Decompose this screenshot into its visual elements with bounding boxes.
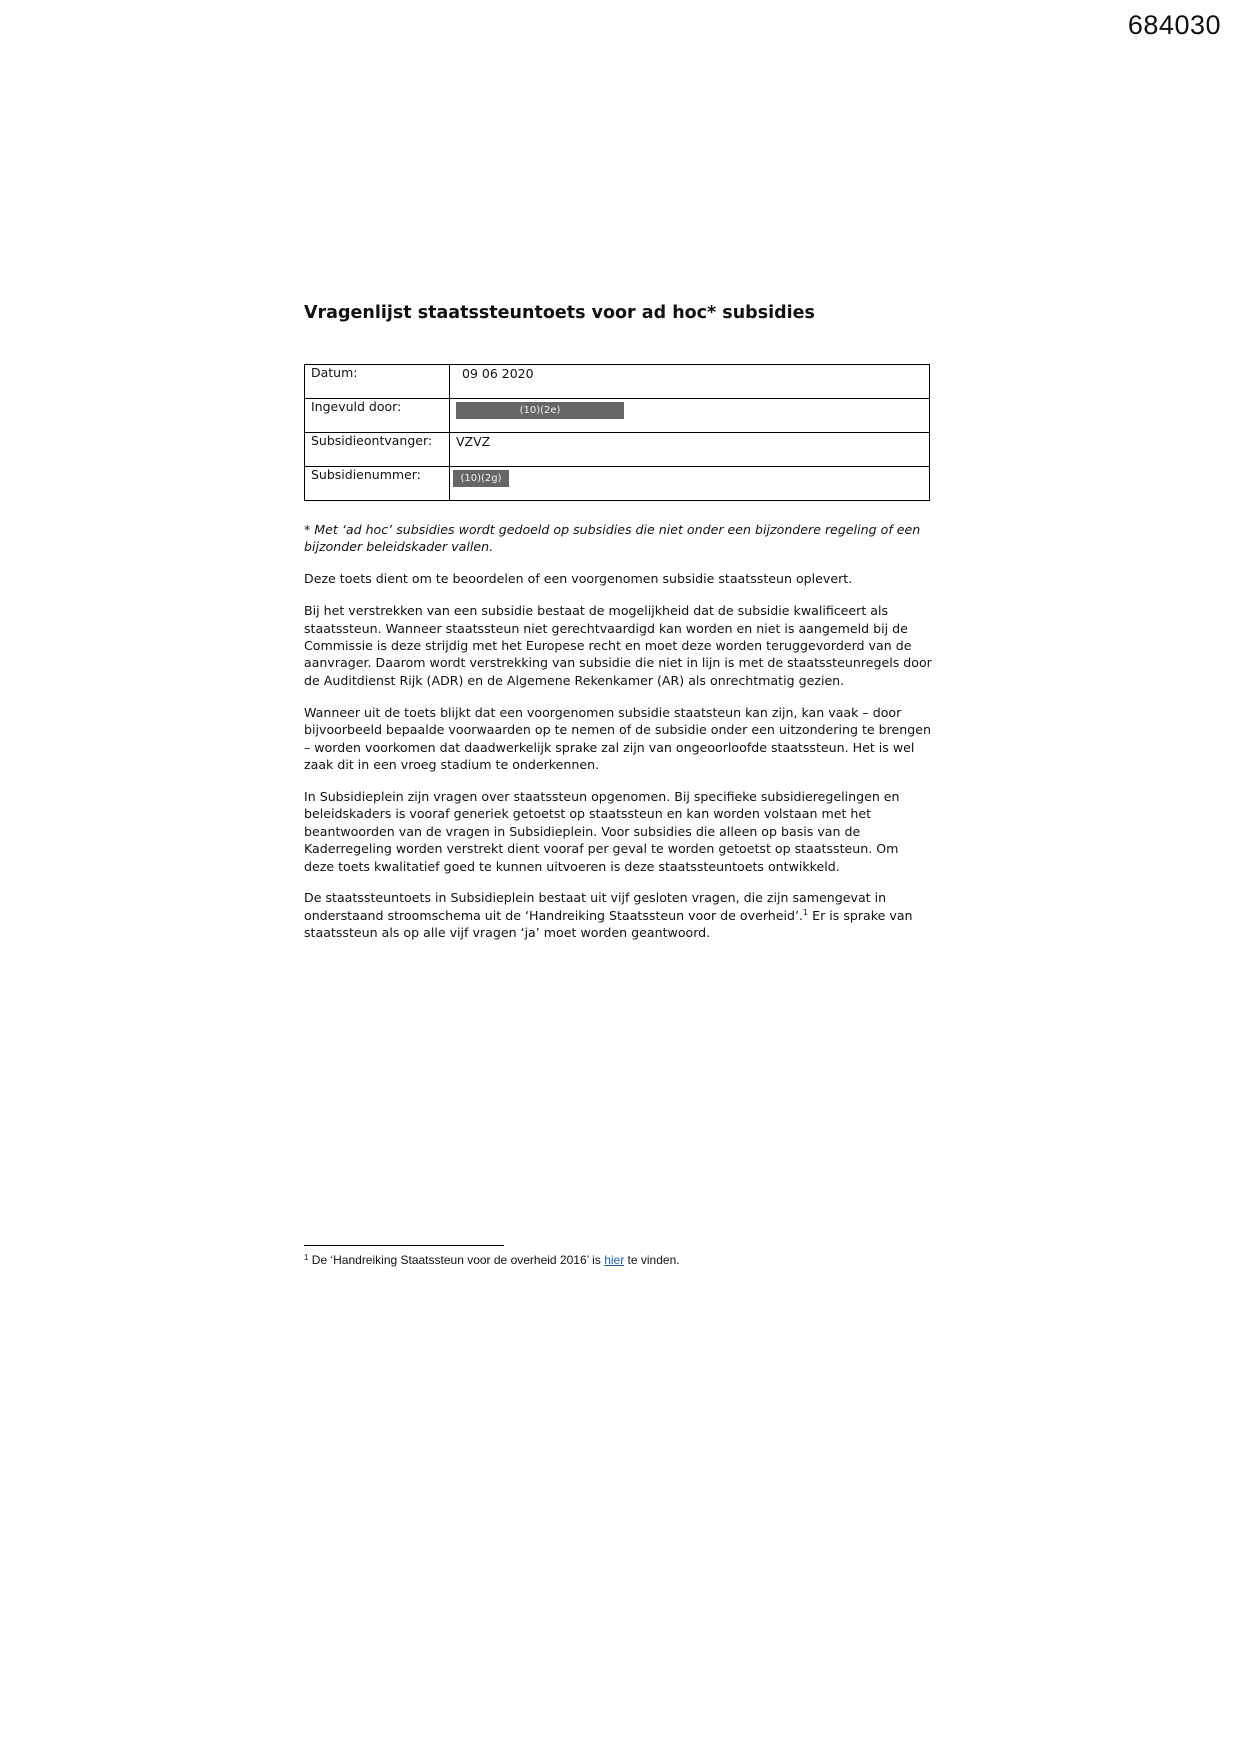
body-text	[304, 521, 932, 956]
table-row	[305, 365, 930, 399]
paragraph-five-questions	[304, 889, 932, 941]
footnote-text: De ‘Handreiking Staatssteun voor de overheid 2016’ is	[308, 1253, 605, 1267]
metadata-table	[304, 364, 930, 501]
handreiking-link[interactable]: hier	[604, 1253, 625, 1267]
ontvanger-value-cell	[450, 433, 930, 467]
paragraph-text: Er is sprake van staatssteun als op alle vijf vragen ‘ja’ moet worden geantwoord.	[304, 907, 913, 941]
footnote	[304, 1253, 680, 1267]
ingevuld-value-cell	[450, 399, 930, 433]
datum-label: Datum:	[305, 365, 450, 399]
nummer-value-cell	[450, 467, 930, 501]
ad-hoc-note: * Met ‘ad hoc’ subsidies wordt gedoeld op subsidies die niet onder een bijzondere regeling of een bijzonder beleidskader vallen.	[304, 522, 921, 555]
ontvanger-value: VZVZ	[456, 434, 491, 449]
redaction-block: (10)(2g)	[453, 470, 509, 487]
datum-value-cell	[450, 365, 930, 399]
nummer-label: Subsidienummer:	[305, 467, 450, 501]
table-row	[305, 399, 930, 433]
paragraph-prevention: Wanneer uit de toets blijkt dat een voorgenomen subsidie staatsteun kan zijn, kan vaak – door bijvoorbeeld bepaalde voorwaarden op te nemen of de subsidie onder een uitzondering te brengen – worden voorkomen dat daadwerkelijk sprake zal zijn van ongeoorloofde staatssteun. Het is wel zaak dit in een vroeg stadium te onderkennen.	[304, 704, 931, 772]
ontvanger-label: Subsidieontvanger:	[305, 433, 450, 467]
redaction-block: (10)(2e)	[456, 402, 624, 419]
document-id: 684030	[1127, 10, 1221, 40]
paragraph-subsidieplein: In Subsidieplein zijn vragen over staatssteun opgenomen. Bij specifieke subsidieregelingen en beleidskaders is vooraf generiek getoetst op staatssteun en kan worden volstaan met het beantwoorden van de vragen in Subsidieplein. Voor subsidies die alleen op basis van de Kaderregeling worden verstrekt dient vooraf per geval te worden getoetst op staatssteun. Om deze toets kwalitatief goed te kunnen uitvoeren is deze staatssteuntoets ontwikkeld.	[304, 788, 900, 874]
paragraph-text: De staatssteuntoets in Subsidieplein bestaat uit vijf gesloten vragen, die zijn samengevat in onderstaand stroomschema uit de ‘Handreiking Staatssteun voor de overheid’.	[304, 890, 887, 923]
footnote-text: te vinden.	[624, 1253, 680, 1267]
footnote-reference[interactable]: 1	[803, 907, 809, 917]
table-row	[305, 467, 930, 501]
ingevuld-label: Ingevuld door:	[305, 399, 450, 433]
table-row	[305, 433, 930, 467]
paragraph-risk: Bij het verstrekken van een subsidie bestaat de mogelijkheid dat de subsidie kwalificeert als staatssteun. Wanneer staatssteun niet gerechtvaardigd kan worden en niet is aangemeld bij de Commissie is deze strijdig met het Europese recht en moet deze worden teruggevorderd van de aanvrager. Daarom wordt verstrekking van subsidie die niet in lijn is met de staatssteunregels door de Auditdienst Rijk (ADR) en de Algemene Rekenkamer (AR) als onrechtmatig gezien.	[304, 603, 932, 688]
footnote-number: 1	[304, 1253, 309, 1262]
page-title: Vragenlijst staatssteuntoets voor ad hoc* subsidies	[304, 303, 815, 323]
datum-value: 09 06 2020	[462, 366, 534, 381]
paragraph-purpose: Deze toets dient om te beoordelen of een voorgenomen subsidie staatssteun oplevert.	[304, 571, 853, 587]
footnote-divider	[304, 1245, 504, 1246]
